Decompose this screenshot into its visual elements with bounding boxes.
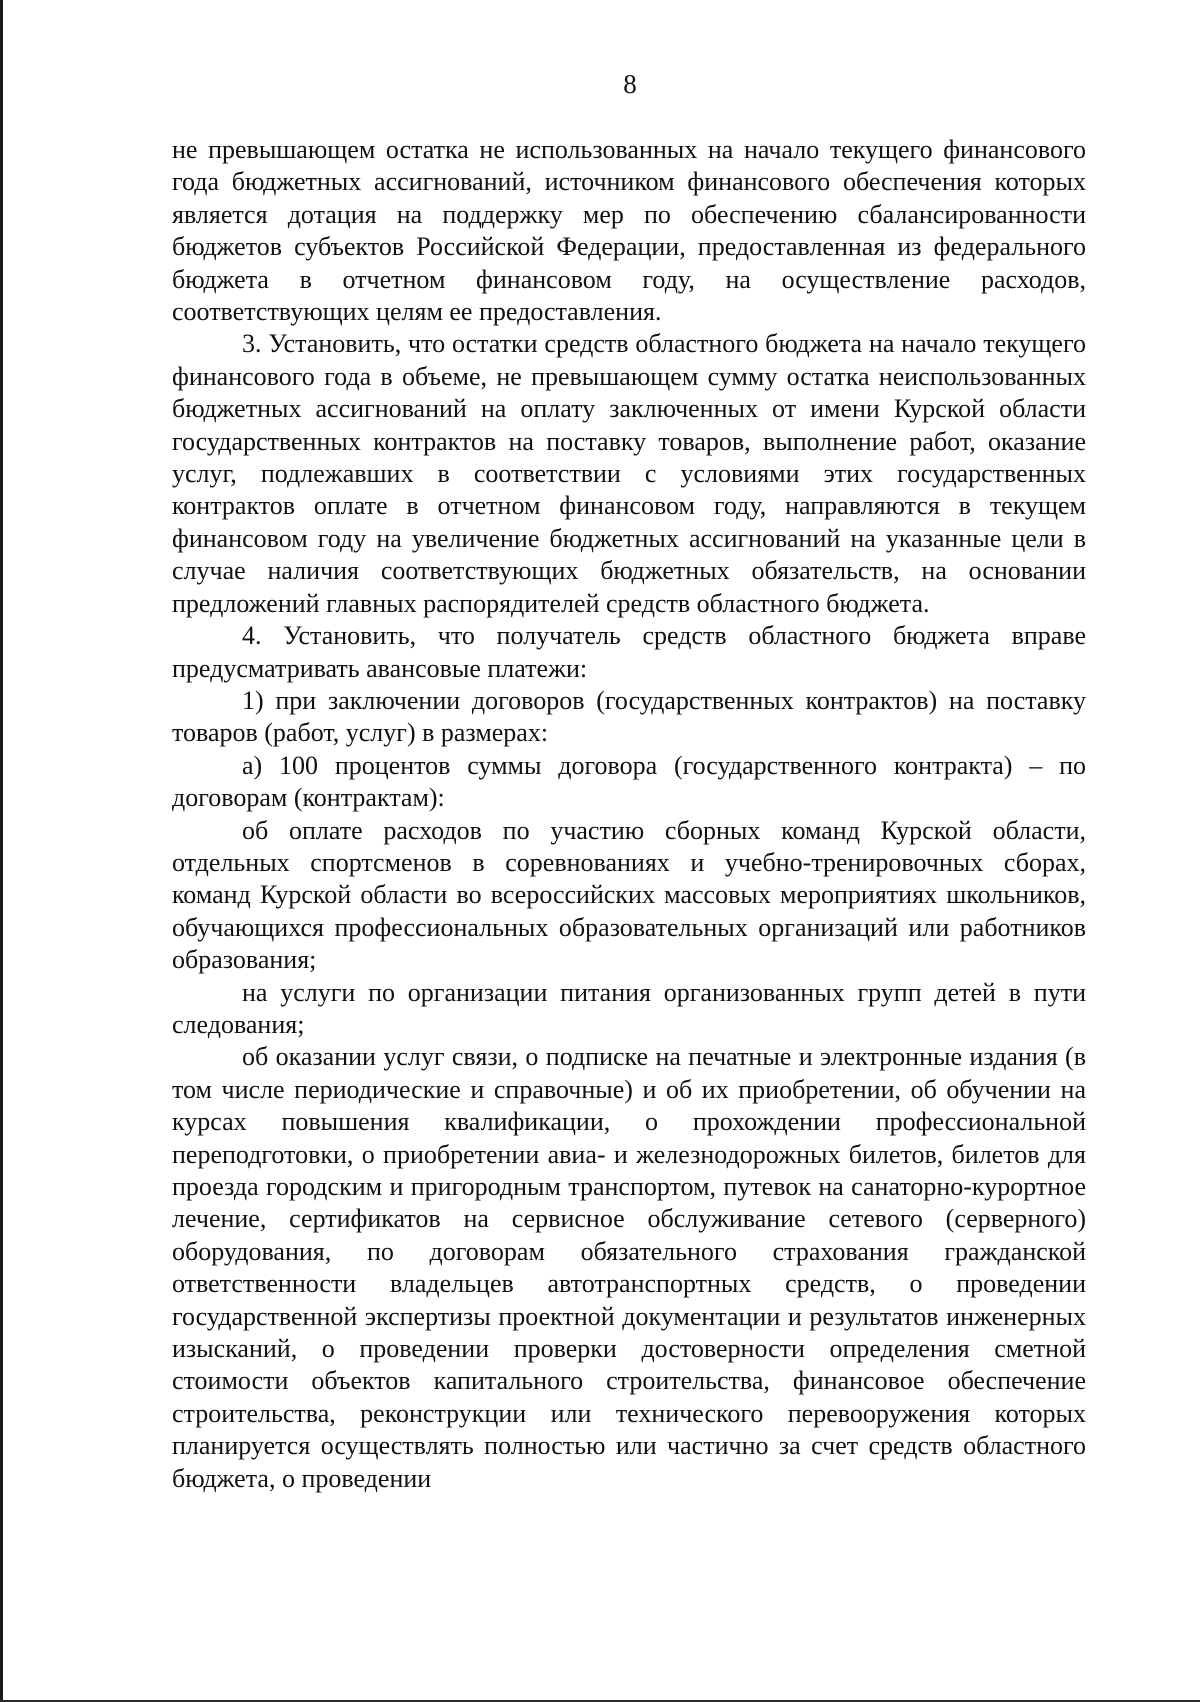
paragraph-continuation: не превышающем остатка не использованных на начало текущего финансового года бюджетных ассигнований, источником финансового обеспечения которых является дотация на поддержку мер по обеспечению сбалансированности бюджетов субъектов Российской Федерации, предоставленная из федерального бюджета в отчетном финансовом году, на осуществление расходов, соответствующих целям ее предоставления. bbox=[172, 135, 1086, 327]
paragraph-subitem-a: а) 100 процентов суммы договора (государственного контракта) – по договорам (контрактам): bbox=[172, 750, 1086, 813]
paragraph-catering: на услуги по организации питания организованных групп детей в пути следования; bbox=[172, 977, 1086, 1039]
paragraph-clause-3: 3. Установить, что остатки средств областного бюджета на начало текущего финансового года в объеме, не превышающем сумму остатка неиспользованных бюджетных ассигнований на оплату заключенных от имени Курской области государственных контрактов на поставку товаров, выполнение работ, оказание услуг, подлежавших в соответствии с условиями этих государственных контрактов оплате в отчетном финансовом году, направляются в текущем финансовом году на увеличение бюджетных ассигнований на указанные цели в случае наличия соответствующих бюджетных обязательств, на основании предложений главных распорядителей средств областного бюджета. bbox=[172, 329, 1086, 618]
paragraph-services: об оказании услуг связи, о подписке на печатные и электронные издания (в том числе периодические и справочные) и об их приобретении, об обучении на курсах повышения квалификации, о прохождении профессиональной переподготовки, о приобретении авиа- и железнодорожных билетов, билетов для проезда городским и пригородным транспортом, путевок на санаторно-курортное лечение, сертификатов на сервисное обслуживание сетевого (серверного) оборудования, по договорам обязательного страхования гражданской ответственности владельцев автотранспортных средств, о проведении государственной экспертизы проектной документации и результатов инженерных изысканий, о проведении проверки достоверности определения сметной стоимости объектов капитального строительства, финансовое обеспечение строительства, реконструкции или технического перевооружения которых планируется осуществлять полностью или частично за счет средств областного бюджета, о проведении bbox=[172, 1042, 1086, 1493]
document-body bbox=[172, 134, 1086, 1495]
paragraph-item-1: 1) при заключении договоров (государственных контрактов) на поставку товаров (работ, услуг) в размерах: bbox=[172, 685, 1086, 748]
scan-edge-left bbox=[0, 0, 3, 1702]
paragraph-sports-teams: об оплате расходов по участию сборных команд Курской области, отдельных спортсменов в соревнованиях и учебно-тренировочных сборах, команд Курской области во всероссийских массовых мероприятиях школьников, обучающихся профессиональных образовательных организаций или работников образования; bbox=[172, 815, 1086, 975]
page-number: 8 bbox=[623, 69, 637, 99]
paragraph-clause-4: 4. Установить, что получатель средств областного бюджета вправе предусматривать авансовые платежи: bbox=[172, 621, 1086, 683]
